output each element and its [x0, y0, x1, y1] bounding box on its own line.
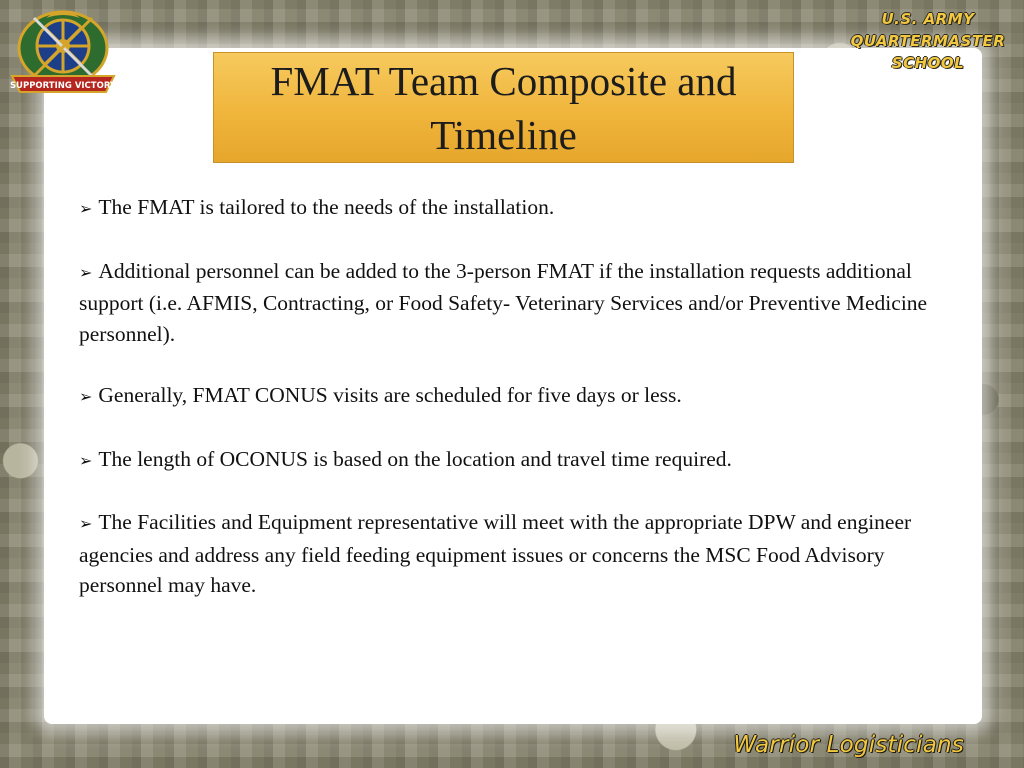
- slide-title-box: [213, 52, 794, 163]
- school-name-line: QUARTERMASTER: [850, 32, 1006, 50]
- quartermaster-emblem: [6, 6, 120, 96]
- arrowhead-bullet-icon: ➢: [79, 199, 93, 218]
- bullet-text: The Facilities and Equipment representative will meet with the appropriate DPW and engineer agencies and address any field feeding equipment issues or concerns the MSC Food Advisory personnel may have.: [79, 510, 912, 597]
- bullet-item: [79, 380, 949, 413]
- arrowhead-bullet-icon: ➢: [79, 387, 93, 406]
- bullet-text: The FMAT is tailored to the needs of the installation.: [98, 195, 555, 219]
- school-name-header: [835, 8, 1021, 74]
- bullet-text: The length of OCONUS is based on the location and travel time required.: [98, 446, 732, 471]
- footer-tagline: Warrior Logisticians: [733, 732, 964, 758]
- arrowhead-bullet-icon: ➢: [79, 514, 93, 533]
- bullet-item: [79, 256, 949, 350]
- bullet-text: Generally, FMAT CONUS visits are scheduled for five days or less.: [98, 383, 682, 407]
- arrowhead-bullet-icon: ➢: [79, 262, 93, 282]
- bullet-item: [79, 444, 949, 477]
- bullet-text: Additional personnel can be added to the 3-person FMAT if the installation requests additional support (i.e. AFMIS, Contracting, or Food Safety- Veterinary Services and/or Preventive Medicine personnel).: [79, 258, 928, 346]
- quartermaster-logo-icon: [6, 6, 120, 96]
- school-name-line: U.S. ARMY: [881, 10, 975, 28]
- slide-body: [79, 192, 949, 632]
- school-name-line: SCHOOL: [891, 54, 965, 72]
- arrowhead-bullet-icon: ➢: [79, 450, 93, 470]
- bullet-item: [79, 192, 949, 225]
- emblem-banner-text: SUPPORTING VICTORY: [9, 81, 117, 91]
- slide-title: FMAT Team Composite and Timeline: [270, 57, 737, 158]
- bullet-item: [79, 507, 949, 601]
